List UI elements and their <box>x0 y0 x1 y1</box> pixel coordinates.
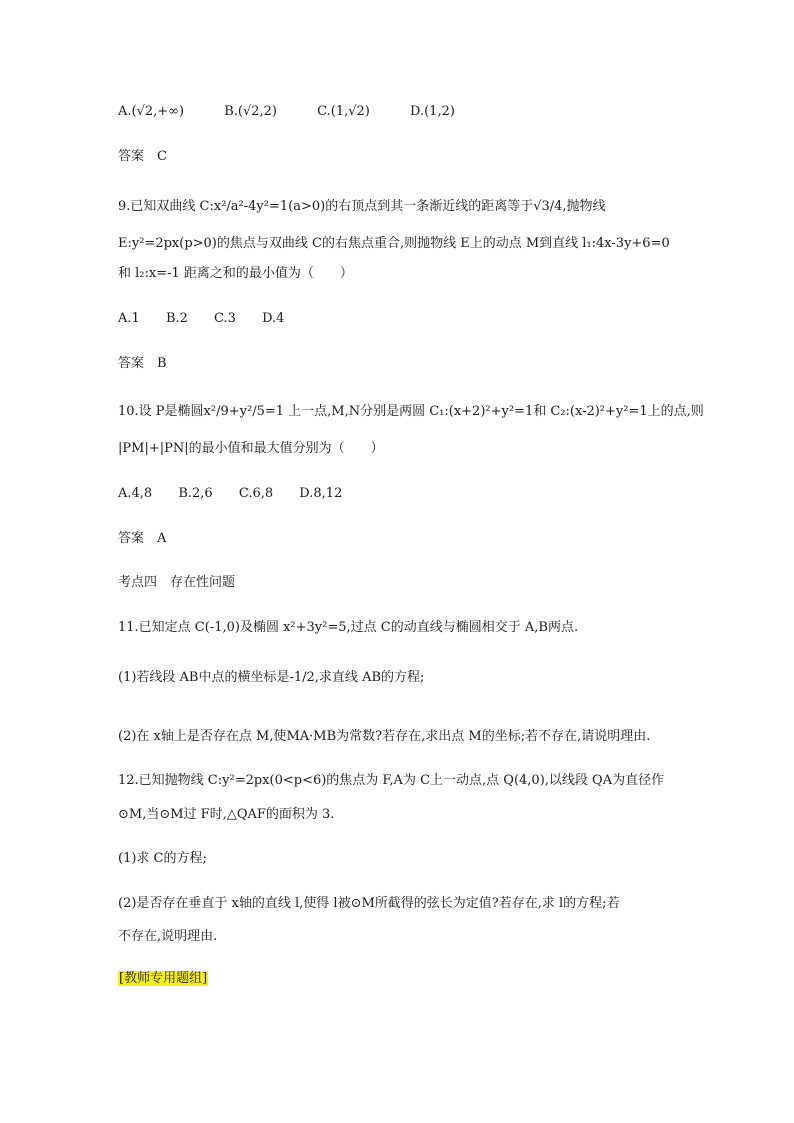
option-a: A.(√2,+∞) <box>118 104 185 119</box>
q10-answer: 答案 A <box>118 531 167 546</box>
q11-line1: 11.已知定点 C(-1,0)及椭圆 x²+3y²=5,过点 C的动直线与椭圆相交于 A,B两点. <box>118 620 579 635</box>
q9-line2: E:y²=2px(p>0)的焦点与双曲线 C的右焦点重合,则抛物线 E上的动点 M到直线 l₁:4x-3y+6=0 <box>118 236 670 251</box>
option-b: B.2,6 <box>178 486 213 501</box>
q10-line2: |PM|+|PN|的最小值和最大值分别为（ ） <box>118 441 384 456</box>
section-title: 考点四 存在性问题 <box>118 575 236 590</box>
option-d: D.(1,2) <box>410 104 455 119</box>
q12-line1: 12.已知抛物线 C:y²=2px(0<p<6)的焦点为 F,A为 C上一动点,点 Q(4,0),以线段 QA为直径作 <box>118 773 665 788</box>
q12-line2: ⊙M,当⊙M过 F时,△QAF的面积为 3. <box>118 807 335 822</box>
teacher-group-label <box>118 970 208 988</box>
q9-answer: 答案 B <box>118 356 167 371</box>
option-a: A.4,8 <box>118 486 153 501</box>
q11-part1: (1)若线段 AB中点的横坐标是-1/2,求直线 AB的方程; <box>118 670 425 685</box>
option-c: C.3 <box>214 311 236 326</box>
option-d: D.8,12 <box>299 486 343 501</box>
teacher-group-highlight: [教师专用题组] <box>119 971 208 986</box>
q12-part2a: (2)是否存在垂直于 x轴的直线 l,使得 l被⊙M所截得的弦长为定值?若存在,求 l的方程;若 <box>118 896 620 911</box>
q9-options <box>118 310 284 328</box>
option-b: B.(√2,2) <box>224 104 278 119</box>
q10-options <box>118 485 342 503</box>
option-a: A.1 <box>118 311 140 326</box>
option-d: D.4 <box>262 311 285 326</box>
option-c: C.(1,√2) <box>317 104 370 119</box>
q9-line1: 9.已知双曲线 C:x²/a²-4y²=1(a>0)的右顶点到其一条渐近线的距离等于√3/4,抛物线 <box>118 199 606 214</box>
q11-part2: (2)在 x轴上是否存在点 M,使MA·MB为常数?若存在,求出点 M的坐标;若不存在,请说明理由. <box>118 729 651 744</box>
q12-part2b: 不存在,说明理由. <box>118 929 218 944</box>
q12-part1: (1)求 C的方程; <box>118 851 207 866</box>
q8-options <box>118 103 455 121</box>
q8-answer: 答案 C <box>118 149 167 164</box>
option-c: C.6,8 <box>238 486 274 501</box>
q10-line1: 10.设 P是椭圆x²/9+y²/5=1 上一点,M,N分别是两圆 C₁:(x+2)²+y²=1和 C₂:(x-2)²+y²=1上的点,则 <box>118 404 704 419</box>
q9-line3: 和 l₂:x=-1 距离之和的最小值为（ ） <box>118 266 353 281</box>
option-b: B.2 <box>165 311 188 326</box>
